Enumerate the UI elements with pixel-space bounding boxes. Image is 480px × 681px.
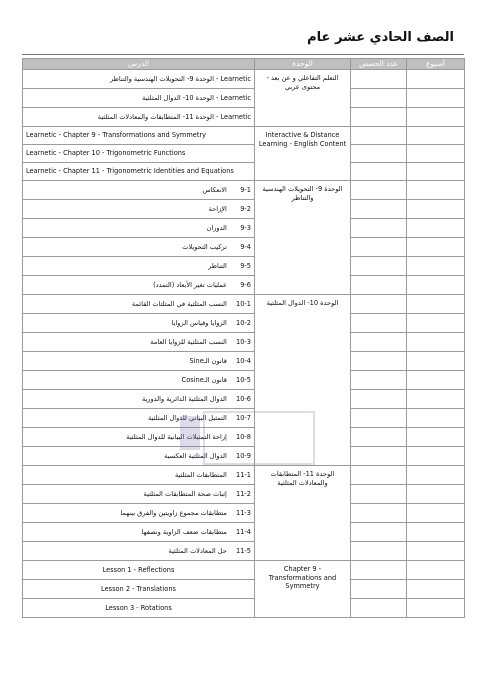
lesson-number: 9-4 (240, 242, 251, 251)
header-unit: الوحدة (255, 59, 351, 70)
table-row (23, 238, 465, 257)
lesson-title: قانون الـSine (189, 356, 227, 365)
lesson-title: متطابقات ضعف الزاوية ونصفها (141, 527, 227, 536)
lesson-title: Learnetic - الوحدة 10- الدوال المثلثية (142, 93, 251, 102)
table-row (23, 409, 465, 428)
header-week: أسبوع (407, 59, 465, 70)
week-cell (407, 599, 465, 618)
table-row (23, 70, 465, 89)
table-row (23, 428, 465, 447)
lesson-cell (23, 428, 255, 447)
week-cell (407, 276, 465, 295)
lesson-title: الإزاحة (208, 204, 227, 213)
periods-cell (351, 485, 407, 504)
week-cell (407, 428, 465, 447)
lesson-cell (23, 219, 255, 238)
periods-cell (351, 200, 407, 219)
periods-cell (351, 314, 407, 333)
periods-cell (351, 127, 407, 145)
lesson-title: تركيب التحويلات (182, 242, 227, 251)
unit-cell: Interactive & Distance Learning - English Content (255, 127, 351, 181)
lesson-cell (23, 145, 255, 163)
week-cell (407, 257, 465, 276)
week-cell (407, 409, 465, 428)
table-row (23, 108, 465, 127)
lesson-title: إزاحة التمثيلات البيانية للدوال المثلثية (126, 432, 227, 441)
lesson-number: 11-2 (236, 489, 251, 498)
table-row (23, 561, 465, 580)
lesson-cell (23, 238, 255, 257)
table-row (23, 466, 465, 485)
lesson-cell (23, 276, 255, 295)
periods-cell (351, 89, 407, 108)
lesson-title: النسب المثلثية للزوايا العامة (150, 337, 227, 346)
periods-cell (351, 599, 407, 618)
lesson-cell (23, 523, 255, 542)
header-lesson: الدرس (23, 59, 255, 70)
lesson-title: Learnetic - Chapter 10 - Trigonometric Functions (26, 149, 186, 158)
week-cell (407, 580, 465, 599)
week-cell (407, 333, 465, 352)
week-cell (407, 542, 465, 561)
periods-cell (351, 447, 407, 466)
periods-cell (351, 390, 407, 409)
lesson-cell (23, 504, 255, 523)
unit-cell: الوحدة 11- المتطابقات والمعادلات المثلثية (255, 466, 351, 561)
periods-cell (351, 276, 407, 295)
week-cell (407, 504, 465, 523)
periods-cell (351, 219, 407, 238)
lesson-number: 11-4 (236, 527, 251, 536)
lesson-title: الدوران (206, 223, 227, 232)
table-row (23, 163, 465, 181)
week-cell (407, 314, 465, 333)
periods-cell (351, 163, 407, 181)
week-cell (407, 485, 465, 504)
week-cell (407, 181, 465, 200)
lesson-number: 10-1 (236, 299, 251, 308)
lesson-title: المتطابقات المثلثية (175, 470, 227, 479)
page-title: الصف الحادي عشر عام (307, 30, 454, 45)
week-cell (407, 200, 465, 219)
week-cell (407, 352, 465, 371)
periods-cell (351, 295, 407, 314)
table-row (23, 257, 465, 276)
lesson-title: عمليات تغير الأبعاد (التمدد) (153, 280, 227, 289)
lesson-cell (23, 485, 255, 504)
week-cell (407, 523, 465, 542)
periods-cell (351, 409, 407, 428)
unit-cell: الوحدة 10- الدوال المثلثية (255, 295, 351, 466)
lesson-number: 10-9 (236, 451, 251, 460)
lesson-cell (23, 127, 255, 145)
lesson-title: Lesson 3 - Rotations (105, 603, 172, 612)
lesson-number: 10-7 (236, 413, 251, 422)
periods-cell (351, 371, 407, 390)
lesson-title: الدوال المثلثية الدائرية والدورية (141, 394, 227, 403)
lesson-cell (23, 108, 255, 127)
lesson-cell (23, 181, 255, 200)
table-row (23, 333, 465, 352)
lesson-title: قانون الـCosine (181, 375, 227, 384)
table-row (23, 580, 465, 599)
week-cell (407, 145, 465, 163)
lesson-title: إثبات صحة المتطابقات المثلثية (143, 489, 227, 498)
table-row (23, 352, 465, 371)
lesson-number: 9-1 (240, 185, 251, 194)
lesson-cell (23, 89, 255, 108)
lesson-cell (23, 200, 255, 219)
lesson-cell (23, 580, 255, 599)
table-row (23, 504, 465, 523)
header-periods: عدد الحصص (351, 59, 407, 70)
table-body (23, 70, 465, 618)
table-row (23, 145, 465, 163)
lesson-cell (23, 390, 255, 409)
lesson-title: متطابقات مجموع زاويتين والفرق بينهما (120, 508, 227, 517)
lesson-cell (23, 466, 255, 485)
table-row (23, 219, 465, 238)
lesson-number: 10-6 (236, 394, 251, 403)
week-cell (407, 447, 465, 466)
periods-cell (351, 352, 407, 371)
lesson-number: 10-5 (236, 375, 251, 384)
table-row (23, 295, 465, 314)
week-cell (407, 466, 465, 485)
table-row (23, 314, 465, 333)
lesson-title: الزوايا وقياس الزوايا (171, 318, 227, 327)
lesson-number: 9-3 (240, 223, 251, 232)
periods-cell (351, 580, 407, 599)
week-cell (407, 108, 465, 127)
lesson-cell (23, 409, 255, 428)
lesson-number: 10-2 (236, 318, 251, 327)
week-cell (407, 390, 465, 409)
periods-cell (351, 145, 407, 163)
lesson-cell (23, 352, 255, 371)
lesson-cell (23, 295, 255, 314)
periods-cell (351, 70, 407, 89)
week-cell (407, 561, 465, 580)
unit-cell: التعلم التفاعلي و عن بعد - محتوى عربي (255, 70, 351, 127)
lesson-title: Learnetic - الوحدة 11- المتطابقات والمعادلات المثلثية (97, 112, 251, 121)
week-cell (407, 295, 465, 314)
periods-cell (351, 257, 407, 276)
lesson-title: Learnetic - الوحدة 9- التحويلات الهندسية والتناظر (109, 74, 251, 83)
week-cell (407, 238, 465, 257)
periods-cell (351, 523, 407, 542)
periods-cell (351, 181, 407, 200)
table-row (23, 371, 465, 390)
periods-cell (351, 561, 407, 580)
table-row (23, 181, 465, 200)
lesson-title: Lesson 2 - Translations (101, 584, 176, 593)
periods-cell (351, 504, 407, 523)
table-row (23, 276, 465, 295)
table-row (23, 390, 465, 409)
periods-cell (351, 542, 407, 561)
schedule-table (22, 58, 465, 618)
lesson-title: Lesson 1 - Reflections (102, 565, 175, 574)
lesson-title: Learnetic - Chapter 9 - Transformations and Symmetry (26, 131, 207, 140)
lesson-number: 11-1 (236, 470, 251, 479)
lesson-title: Learnetic - Chapter 11 - Trigonometric Identities and Equations (26, 167, 234, 176)
title-rule (22, 54, 464, 55)
lesson-cell (23, 70, 255, 89)
lesson-number: 11-3 (236, 508, 251, 517)
lesson-number: 9-6 (240, 280, 251, 289)
lesson-cell (23, 371, 255, 390)
lesson-cell (23, 257, 255, 276)
table-row (23, 485, 465, 504)
lesson-cell (23, 163, 255, 181)
lesson-number: 9-2 (240, 204, 251, 213)
unit-cell: الوحدة 9- التحويلات الهندسية والتناظر (255, 181, 351, 295)
lesson-title: الانعكاس (202, 185, 227, 194)
lesson-title: التمثيل البياني للدوال المثلثية (148, 413, 227, 422)
table-row (23, 447, 465, 466)
table-row (23, 599, 465, 618)
unit-cell: Chapter 9 - Transformations and Symmetry (255, 561, 351, 618)
lesson-cell (23, 599, 255, 618)
lesson-number: 9-5 (240, 261, 251, 270)
lesson-title: التناظر (208, 261, 227, 270)
lesson-number: 11-5 (236, 546, 251, 555)
week-cell (407, 371, 465, 390)
lesson-title: الدوال المثلثية العكسية (164, 451, 227, 460)
table-row (23, 127, 465, 145)
periods-cell (351, 428, 407, 447)
week-cell (407, 70, 465, 89)
table-row (23, 200, 465, 219)
lesson-cell (23, 314, 255, 333)
table-header-row (23, 59, 465, 70)
table-row (23, 542, 465, 561)
week-cell (407, 219, 465, 238)
lesson-cell (23, 333, 255, 352)
lesson-title: حل المعادلات المثلثية (168, 546, 227, 555)
periods-cell (351, 238, 407, 257)
lesson-number: 10-4 (236, 356, 251, 365)
lesson-number: 10-8 (236, 432, 251, 441)
week-cell (407, 127, 465, 145)
lesson-cell (23, 447, 255, 466)
lesson-cell (23, 542, 255, 561)
week-cell (407, 89, 465, 108)
week-cell (407, 163, 465, 181)
table-row (23, 89, 465, 108)
lesson-number: 10-3 (236, 337, 251, 346)
lesson-cell (23, 561, 255, 580)
periods-cell (351, 333, 407, 352)
lesson-title: النسب المثلثية في المثلثات القائمة (131, 299, 227, 308)
periods-cell (351, 466, 407, 485)
periods-cell (351, 108, 407, 127)
table-row (23, 523, 465, 542)
